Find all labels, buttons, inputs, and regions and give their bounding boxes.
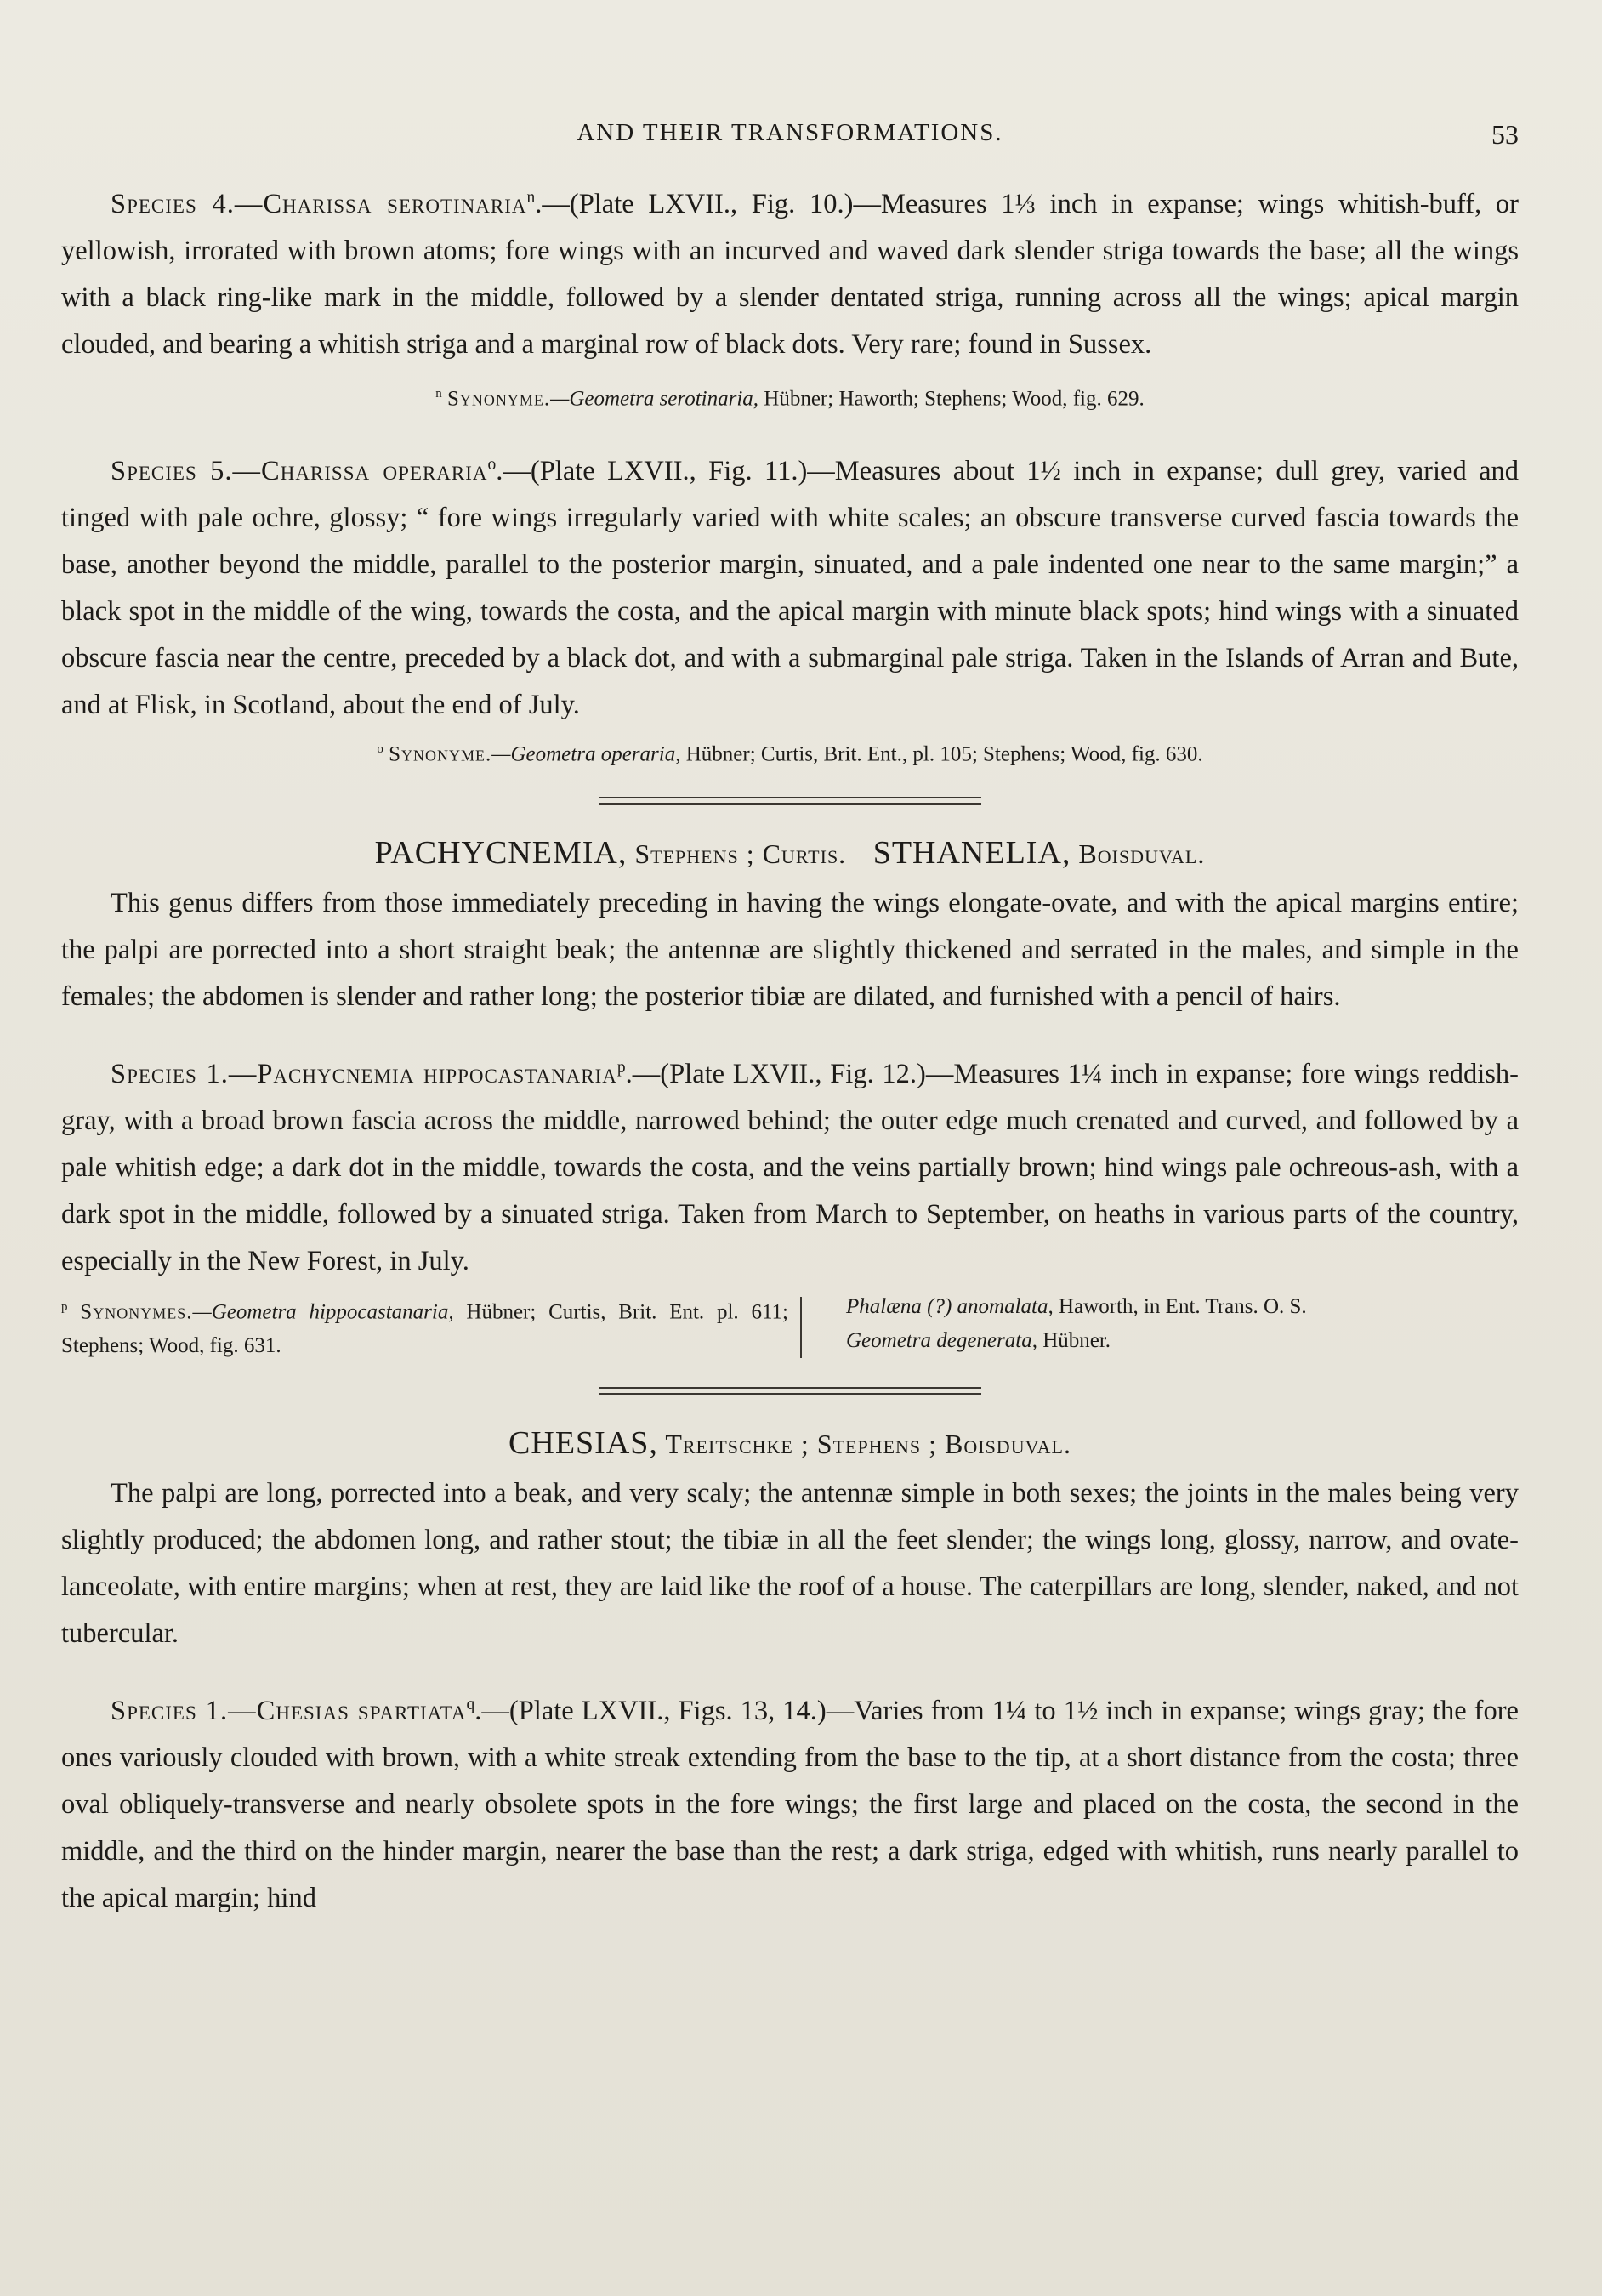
- species-4-paragraph: [61, 174, 1519, 368]
- footnote-label: Synonymes.: [80, 1300, 193, 1324]
- footnote-mark: n: [435, 386, 442, 401]
- footnote-n: [61, 377, 1519, 416]
- genus-authors: Stephens ; Curtis.: [627, 838, 847, 870]
- page-number: 53: [1491, 119, 1519, 150]
- footnote-synonym: Geometra degenerata,: [846, 1329, 1037, 1353]
- footnote-text: Hübner; Curtis, Brit. Ent., pl. 105; Stephens; Wood, fig. 630.: [680, 742, 1203, 766]
- section-divider: [599, 797, 981, 805]
- species-description: .—(Plate LXVII., Fig. 10.)—Measures 1⅓ inch in expanse; wings whitish-buff, or yellowish, irrorated with brown atoms; fore wings with an incurved and waved dark slender striga towards the base; all the wings with a black ring-like mark in the middle, followed by a slender dentated striga, running across all the wings; apical margin clouded, and bearing a whitish striga and a marginal row of black dots. Very rare; found in Sussex.: [61, 188, 1519, 360]
- footnote-text: Haworth, in Ent. Trans. O. S.: [1053, 1295, 1307, 1319]
- footnote-synonym: Phalæna (?) anomalata,: [846, 1295, 1054, 1319]
- pachycnemia-species-1-paragraph: [61, 1044, 1519, 1285]
- footnote-synonym: —Geometra operaria,: [491, 742, 681, 766]
- species-label: Species 1.: [111, 1696, 229, 1727]
- footnote-ref: q: [466, 1696, 475, 1714]
- species-name: —Charissa serotinaria: [234, 188, 527, 219]
- footnote-o: [61, 732, 1519, 771]
- species-description: .—(Plate LXVII., Fig. 11.)—Measures about 1½ inch in expanse; dull grey, varied and tinged with pale ochre, glossy; “ fore wings irregularly varied with white scales; an obscure transverse curved fascia towards the base, another beyond the middle, parallel to the posterior margin, sinuated, and a pale indented one near to the same margin;” a black spot in the middle of the wing, towards the costa, and the apical margin with minute black spots; hind wings with a sinuated obscure fascia near the centre, preceded by a black dot, and with a submarginal pale striga. Taken in the Islands of Arran and Bute, and at Flisk, in Scotland, about the end of July.: [61, 455, 1519, 720]
- footnote-p: [61, 1290, 1519, 1363]
- footnote-text: Hübner; Curtis, Brit. Ent. pl. 611; Stephens; Wood, fig. 631.: [61, 1300, 788, 1358]
- footnote-left-column: [61, 1290, 800, 1363]
- species-label: Species 5.: [111, 455, 233, 486]
- genus-description: This genus differs from those immediately preceding in having the wings elongate-ovate, and with the apical margins entire; the palpi are porrected into a short straight beak; the antennæ are slightly thickened and serrated in the males, and simple in the females; the abdomen is slender and rather long; the posterior tibiæ are dilated, and furnished with a pencil of hairs.: [61, 888, 1519, 1013]
- genus-description: The palpi are long, porrected into a beak, and very scaly; the antennæ simple in both sexes; the joints in the males being very slightly produced; the abdomen long, and rather stout; the tibiæ in all the feet slender; the wings long, glossy, narrow, and ovate-lanceolate, with entire margins; when at rest, they are laid like the roof of a house. The caterpillars are long, slender, naked, and not tubercular.: [61, 1478, 1519, 1650]
- species-name: —Pachycnemia hippocastanaria: [228, 1059, 617, 1090]
- species-label: Species 4.: [111, 188, 235, 219]
- section-divider: [599, 1387, 981, 1395]
- genus-heading-chesias: [61, 1424, 1519, 1462]
- genus-name: CHESIAS,: [508, 1425, 658, 1462]
- footnote-label: Synonyme.: [389, 742, 492, 766]
- footnote-ref: o: [487, 456, 497, 475]
- running-head: AND THEIR TRANSFORMATIONS.: [577, 119, 1003, 146]
- alt-genus-authors: Boisduval.: [1071, 838, 1206, 870]
- page-header: [61, 119, 1519, 162]
- species-name: —Chesias spartiata: [228, 1696, 467, 1727]
- footnote-right-column: [802, 1290, 1307, 1363]
- species-5-paragraph: [61, 441, 1519, 729]
- genus-heading-pachycnemia: [61, 834, 1519, 872]
- species-description: .—(Plate LXVII., Fig. 12.)—Measures 1¼ inch in expanse; fore wings reddish-gray, with a broad brown fascia across the middle, narrowed behind; the outer edge much crenated and curved, and followed by a pale whitish edge; a dark dot in the middle, towards the costa, and the veins partially brown; hind wings pale ochreous-ash, with a dark spot in the middle, followed by a sinuated striga. Taken from March to September, on heaths in various parts of the country, especially in the New Forest, in July.: [61, 1059, 1519, 1277]
- footnote-text: Hübner; Haworth; Stephens; Wood, fig. 629.: [758, 387, 1145, 411]
- footnote-label: Synonyme.: [446, 387, 551, 411]
- footnote-ref: p: [616, 1059, 626, 1077]
- footnote-ref: n: [526, 189, 536, 207]
- footnote-mark: o: [377, 742, 383, 756]
- species-label: Species 1.: [111, 1059, 229, 1090]
- species-name: —Charissa operaria: [232, 455, 488, 486]
- genus-name: PACHYCNEMIA,: [374, 835, 628, 872]
- species-description: .—(Plate LXVII., Figs. 13, 14.)—Varies from 1¼ to 1½ inch in expanse; wings gray; the fore ones variously clouded with brown, with a white streak extending from the base to the tip, at a short distance from the costa; three oval obliquely-transverse and nearly obsolete spots in the fore wings; the first large and placed on the costa, the second in the middle, and the third on the hinder margin, nearer the base than the rest; a dark striga, edged with whitish, runs nearly parallel to the apical margin; hind: [61, 1696, 1519, 1914]
- chesias-species-1-paragraph: [61, 1681, 1519, 1922]
- alt-genus-name: STHANELIA,: [872, 835, 1071, 872]
- footnote-mark: p: [61, 1300, 68, 1315]
- page-content: [61, 174, 1519, 1922]
- genus-authors: Treitschke ; Stephens ; Boisduval.: [657, 1429, 1071, 1460]
- footnote-synonym: —Geometra serotinaria,: [550, 387, 759, 411]
- footnote-text: Hübner.: [1037, 1329, 1111, 1353]
- footnote-synonym: —Geometra hippocastanaria,: [192, 1300, 454, 1324]
